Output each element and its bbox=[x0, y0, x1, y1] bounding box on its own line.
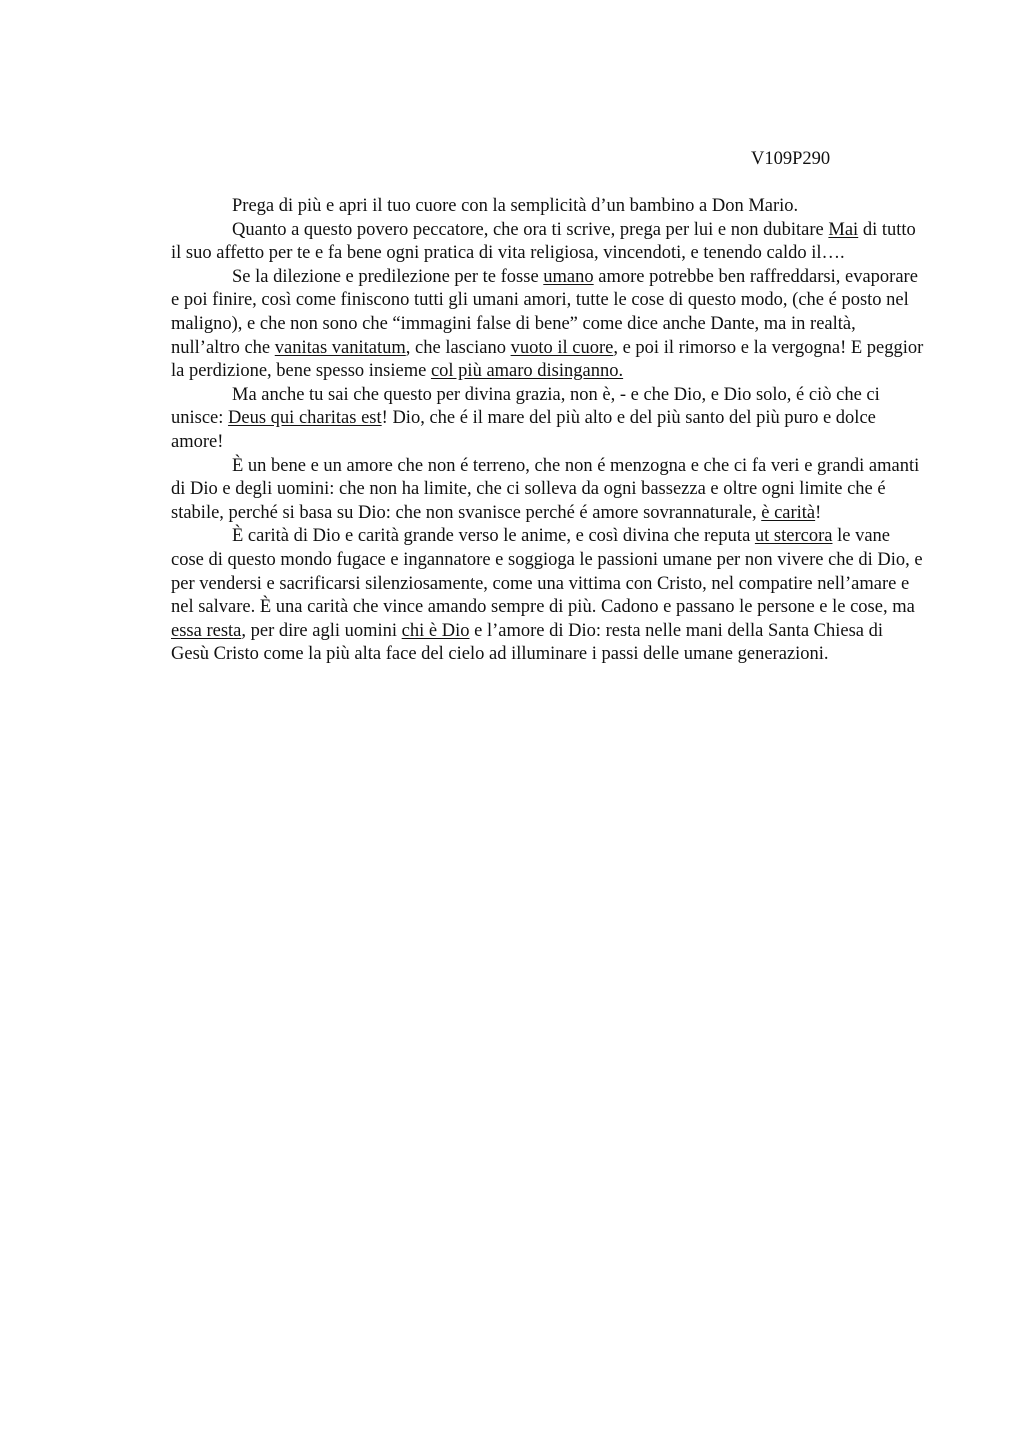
text-run: , che lasciano bbox=[405, 337, 511, 358]
paragraph bbox=[171, 384, 924, 455]
text-run: le vane cose di questo mondo fugace e ingannatore e soggioga le passioni umane per non vivere che di Dio, e per vendersi e sacrificarsi silenziosamente, come una vittima con Cristo, nel compatire nell’amare e nel salvare. È una carità che vince amando sempre di più. Cadono e passano le persone e le cose, ma bbox=[171, 526, 923, 618]
paragraph bbox=[171, 195, 924, 219]
underlined-phrase: Mai bbox=[828, 219, 859, 240]
text-run: Se la dilezione e predilezione per te fosse bbox=[232, 266, 544, 287]
text-run: di tutto il suo affetto per te e fa bene ogni pratica di vita religiosa, vincendoti, e tenendo caldo il…. bbox=[171, 219, 916, 264]
underlined-phrase: chi è Dio bbox=[401, 620, 470, 641]
text-run: ! Dio, che é il mare del più alto e del più santo del più puro e dolce amore! bbox=[171, 408, 876, 452]
paragraph bbox=[171, 266, 924, 384]
text-run: e l’amore di Dio: resta nelle mani della Santa Chiesa di Gesù Cristo come la più alta face del cielo ad illuminare i passi delle umane generazioni. bbox=[171, 620, 884, 665]
text-run: Ma anche tu sai che questo per divina grazia, non è, - e che Dio, e Dio solo, é ciò che ci unisce: bbox=[171, 384, 880, 429]
document-reference-code: V109P290 bbox=[751, 149, 831, 169]
underlined-phrase: è carità bbox=[761, 502, 816, 523]
text-run: Quanto a questo povero peccatore, che ora ti scrive, prega per lui e non dubitare bbox=[232, 219, 829, 240]
letter-body bbox=[171, 195, 924, 667]
underlined-phrase: vuoto il cuore bbox=[510, 337, 614, 358]
text-run: È carità di Dio e carità grande verso le anime, e così divina che reputa bbox=[232, 526, 755, 547]
paragraph bbox=[171, 525, 924, 667]
underlined-phrase: col più amaro disinganno. bbox=[430, 361, 624, 382]
paragraph bbox=[171, 219, 924, 266]
underlined-phrase: essa resta bbox=[171, 620, 242, 641]
text-run: , per dire agli uomini bbox=[241, 620, 402, 641]
text-run: amore potrebbe ben raffreddarsi, evaporare e poi finire, così come finiscono tutti gli umani amori, tutte le cose di questo modo, (che é posto nel maligno), e che non sono che “immagini false di bene” come dice anche Dante, ma in realtà, null’altro che bbox=[171, 266, 918, 358]
underlined-phrase: umano bbox=[543, 266, 594, 287]
text-run: ! bbox=[815, 502, 822, 523]
underlined-phrase: Deus qui charitas est bbox=[228, 408, 382, 429]
paragraph bbox=[171, 455, 924, 526]
underlined-phrase: vanitas vanitatum bbox=[274, 337, 406, 358]
text-run: È un bene e un amore che non é terreno, che non é menzogna e che ci fa veri e grandi amanti di Dio e degli uomini: che non ha limite, che ci solleva da ogni bassezza e oltre ogni limite che é stabile, perché si basa su Dio: che non svanisce perché é amore sovrannaturale, bbox=[171, 455, 920, 523]
text-run: Prega di più e apri il tuo cuore con la semplicità d’un bambino a Don Mario. bbox=[232, 196, 799, 216]
underlined-phrase: ut stercora bbox=[754, 526, 833, 547]
text-run: , e poi il rimorso e la vergogna! E peggior la perdizione, bene spesso insieme bbox=[171, 337, 924, 382]
